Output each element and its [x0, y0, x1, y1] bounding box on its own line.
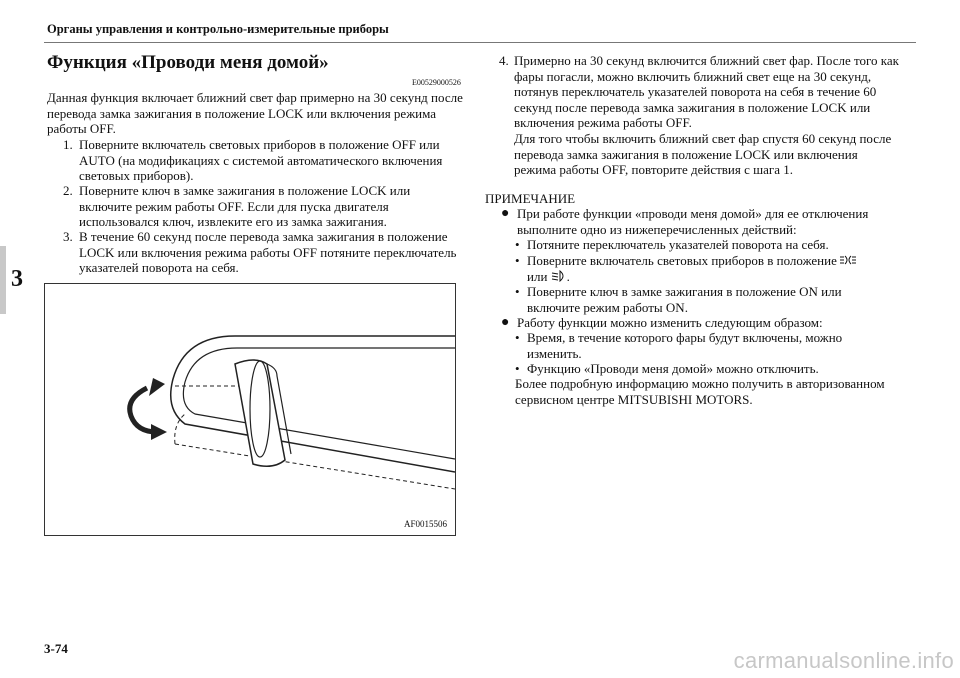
step-number: 1.	[63, 137, 73, 152]
low-beam-icon	[551, 270, 567, 282]
sub-bullet: •	[515, 253, 520, 268]
sub-text: Поверните включатель световых приборов в положение	[527, 253, 837, 268]
note-sub-3	[515, 284, 895, 315]
step-text-continued: Для того чтобы включить ближний свет фар спустя 60 секунд после перевода замка зажигания в положение LOCK или включения режима работы OFF, повторите действия с шага 1.	[514, 130, 892, 178]
section-title: Функция «Проводи меня домой»	[47, 52, 329, 73]
note-heading: ПРИМЕЧАНИЕ	[485, 191, 576, 206]
note-bullet-2	[501, 315, 901, 331]
turn-signal-lever-illustration	[45, 284, 455, 535]
step-number: 3.	[63, 229, 73, 244]
bullet-dot: ●	[501, 315, 510, 330]
note-sub-1	[515, 237, 895, 253]
sub-text: Потяните переключатель указателей поворота на себя.	[527, 237, 829, 252]
note-sub-2: • Поверните включатель световых приборов в положение или .	[515, 253, 895, 284]
step-text: Поверните включатель световых приборов в положение OFF или AUTO (на модификациях с системой автоматического включения световых приборов).	[79, 137, 443, 184]
running-header: Органы управления и контрольно-измерительные приборы	[47, 22, 389, 36]
sub-text: Время, в течение которого фары будут включены, можно изменить.	[527, 330, 843, 361]
sub-bullet: •	[515, 361, 520, 376]
step-text: В течение 60 секунд после перевода замка зажигания в положение LOCK или включения режима работы OFF потяните переключатель указателей поворота на себя.	[79, 229, 457, 276]
step-text: Примерно на 30 секунд включится ближний свет фар. После того как фары погасли, можно включить ближний свет еще на 30 секунд, потянув переключатель указателей поворота на себя в течение 60 секунд после перевода замка зажигания в положение LOCK или включения режима работы OFF.	[514, 53, 899, 131]
chapter-tab-number: 3	[11, 266, 23, 292]
bullet-text: Работу функции можно изменить следующим образом:	[517, 315, 823, 330]
note-more-info: Более подробную информацию можно получить в авторизованном сервисном центре MITSUBISHI MOTORS.	[515, 376, 885, 407]
note-sub-5	[515, 361, 895, 377]
illustration-figure	[44, 283, 456, 536]
parking-light-icon	[840, 254, 856, 266]
sub-bullet: •	[515, 284, 520, 299]
step-text: Поверните ключ в замке зажигания в положение LOCK или включите режим работы OFF. Если для пуска двигателя использовался ключ, извлеките его из замка зажигания.	[79, 183, 411, 230]
sub-text: Функцию «Проводи меня домой» можно отключить.	[527, 361, 819, 376]
step-3	[63, 229, 463, 276]
header-divider	[44, 42, 916, 43]
bullet-text: При работе функции «проводи меня домой» для ее отключения выполните одно из нижеперечисленных действий:	[517, 206, 869, 237]
intro-paragraph: Данная функция включает ближний свет фар примерно на 30 секунд после перевода замка зажигания в положение LOCK или включения режима работы OFF.	[47, 90, 463, 137]
chapter-tab-bar	[0, 246, 6, 314]
watermark: carmanualsonline.info	[733, 648, 954, 673]
step-number: 2.	[63, 183, 73, 198]
step-2	[63, 183, 463, 230]
bullet-dot: ●	[501, 206, 510, 221]
or-text: или	[527, 268, 548, 284]
step-4	[499, 53, 899, 178]
page-number: 3-74	[44, 641, 68, 656]
sub-bullet: •	[515, 237, 520, 252]
sub-text: Поверните ключ в замке зажигания в положение ON или включите режим работы ON.	[527, 284, 842, 315]
note-sub-4	[515, 330, 895, 361]
sub-bullet: •	[515, 330, 520, 345]
step-number: 4.	[499, 53, 509, 68]
note-bullet-1	[501, 206, 901, 237]
figure-code: AF0015506	[403, 519, 447, 529]
step-1	[63, 137, 463, 184]
section-code: E00529000526	[412, 78, 461, 87]
